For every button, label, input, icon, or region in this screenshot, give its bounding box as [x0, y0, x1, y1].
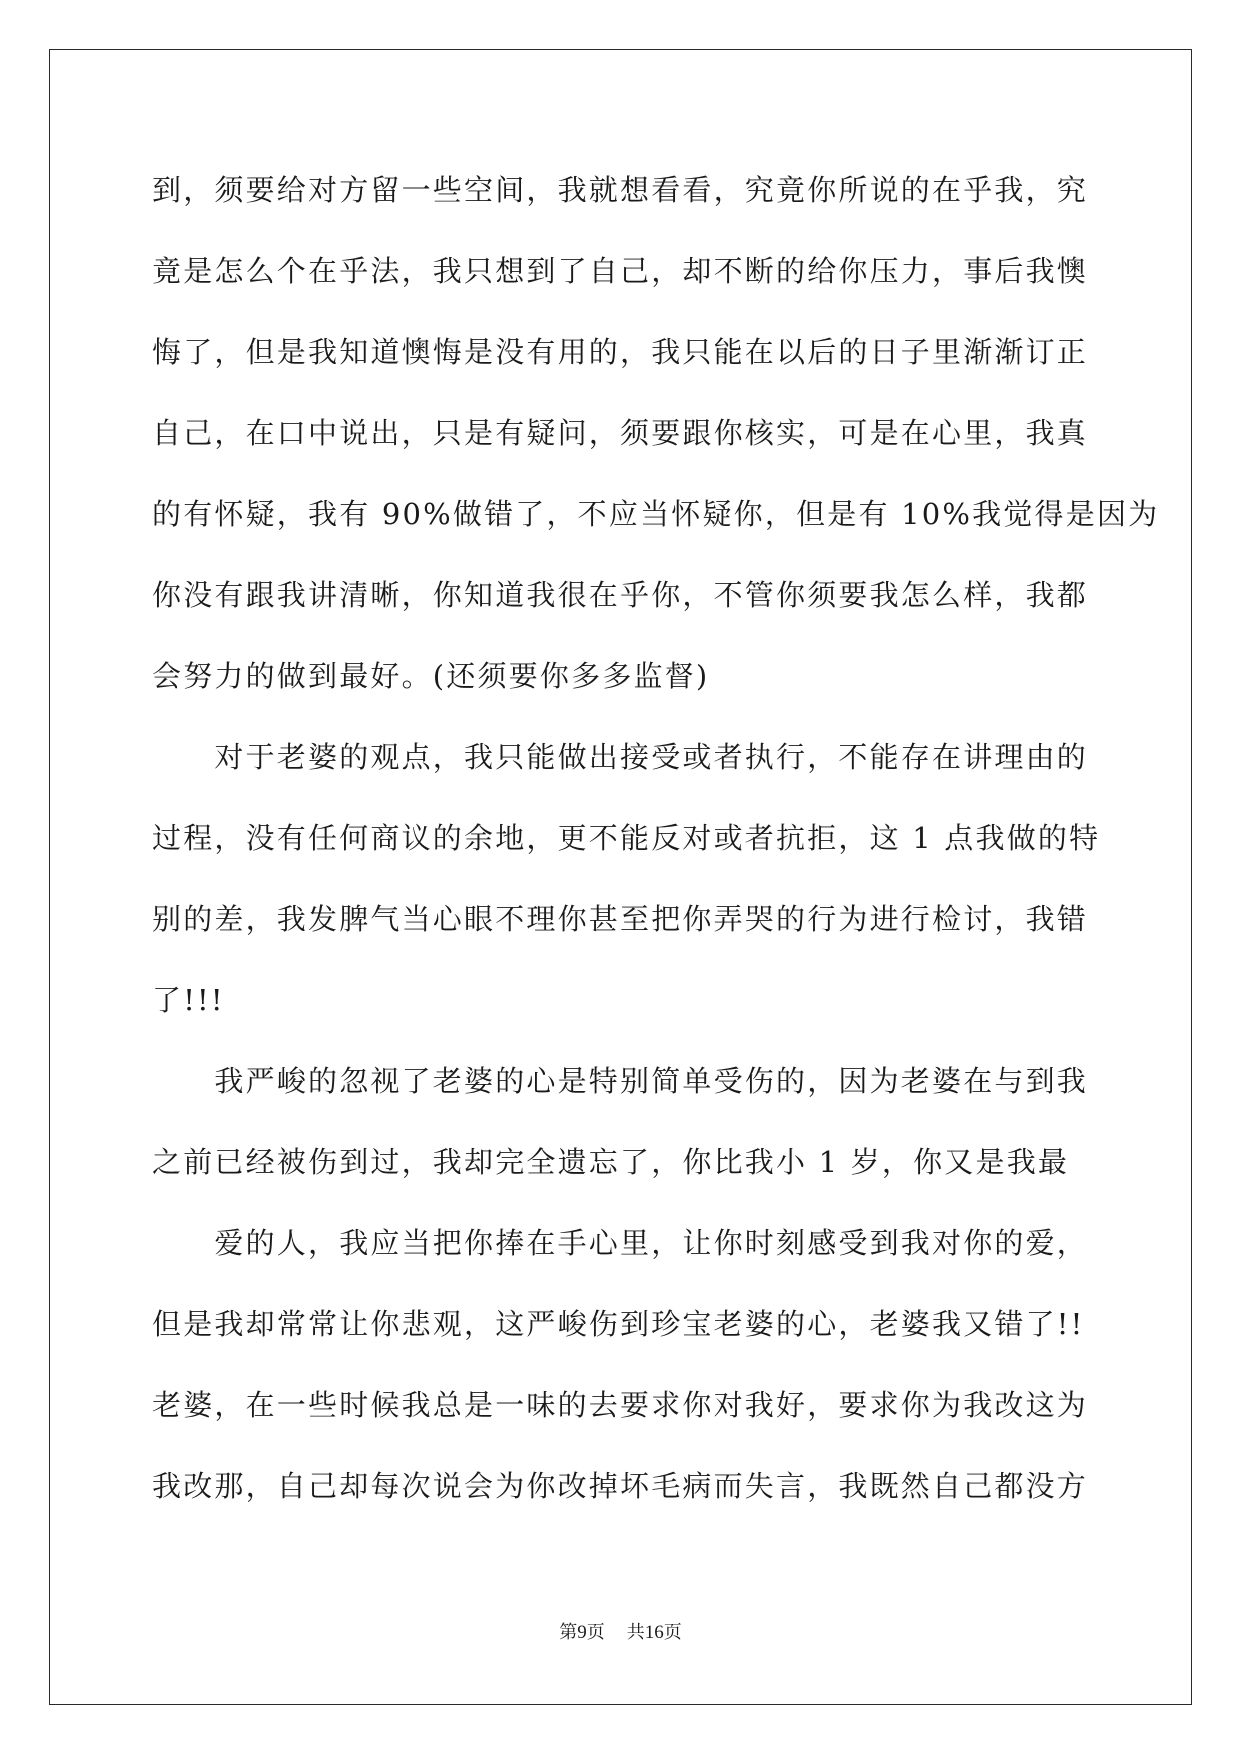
page-suffix: 页 — [586, 1622, 605, 1643]
text-line: 了!!! — [152, 983, 225, 1017]
page-prefix: 第 — [559, 1622, 578, 1643]
page-footer — [0, 1621, 1241, 1645]
text-line: 我改那，自己却每次说会为你改掉坏毛病而失言，我既然自己都没方 — [152, 1469, 1089, 1503]
page-total: 16 — [644, 1622, 664, 1643]
text-line: 你没有跟我讲清晰，你知道我很在乎你，不管你须要我怎么样，我都 — [152, 578, 1089, 612]
total-prefix: 共 — [626, 1622, 645, 1643]
text-line: 的有怀疑，我有 90%做错了，不应当怀疑你，但是有 10%我觉得是因为 — [152, 497, 1160, 531]
text-line: 别的差，我发脾气当心眼不理你甚至把你弄哭的行为进行检讨，我错 — [152, 902, 1089, 936]
text-line: 对于老婆的观点，我只能做出接受或者执行，不能存在讲理由的 — [152, 740, 1089, 774]
text-line: 我严峻的忽视了老婆的心是特别简单受伤的，因为老婆在与到我 — [152, 1064, 1089, 1098]
text-line: 悔了，但是我知道懊悔是没有用的，我只能在以后的日子里渐渐订正 — [152, 335, 1089, 369]
text-line: 老婆，在一些时候我总是一味的去要求你对我好，要求你为我改这为 — [152, 1388, 1089, 1422]
text-line: 之前已经被伤到过，我却完全遗忘了，你比我小 1 岁，你又是我最 — [152, 1145, 1070, 1179]
text-line: 竟是怎么个在乎法，我只想到了自己，却不断的给你压力，事后我懊 — [152, 254, 1089, 288]
text-line: 自己，在口中说出，只是有疑问，须要跟你核实，可是在心里，我真 — [152, 416, 1089, 450]
text-line: 爱的人，我应当把你捧在手心里，让你时刻感受到我对你的爱， — [152, 1226, 1089, 1260]
text-line: 过程，没有任何商议的余地，更不能反对或者抗拒，这 1 点我做的特 — [152, 821, 1101, 855]
total-suffix: 页 — [663, 1622, 682, 1643]
page-current: 9 — [577, 1622, 587, 1643]
text-line: 到，须要给对方留一些空间，我就想看看，究竟你所说的在乎我，究 — [152, 173, 1089, 207]
page-border — [49, 49, 1192, 1705]
text-line: 会努力的做到最好。(还须要你多多监督) — [152, 659, 710, 693]
text-line: 但是我却常常让你悲观，这严峻伤到珍宝老婆的心，老婆我又错了!! — [152, 1307, 1085, 1341]
